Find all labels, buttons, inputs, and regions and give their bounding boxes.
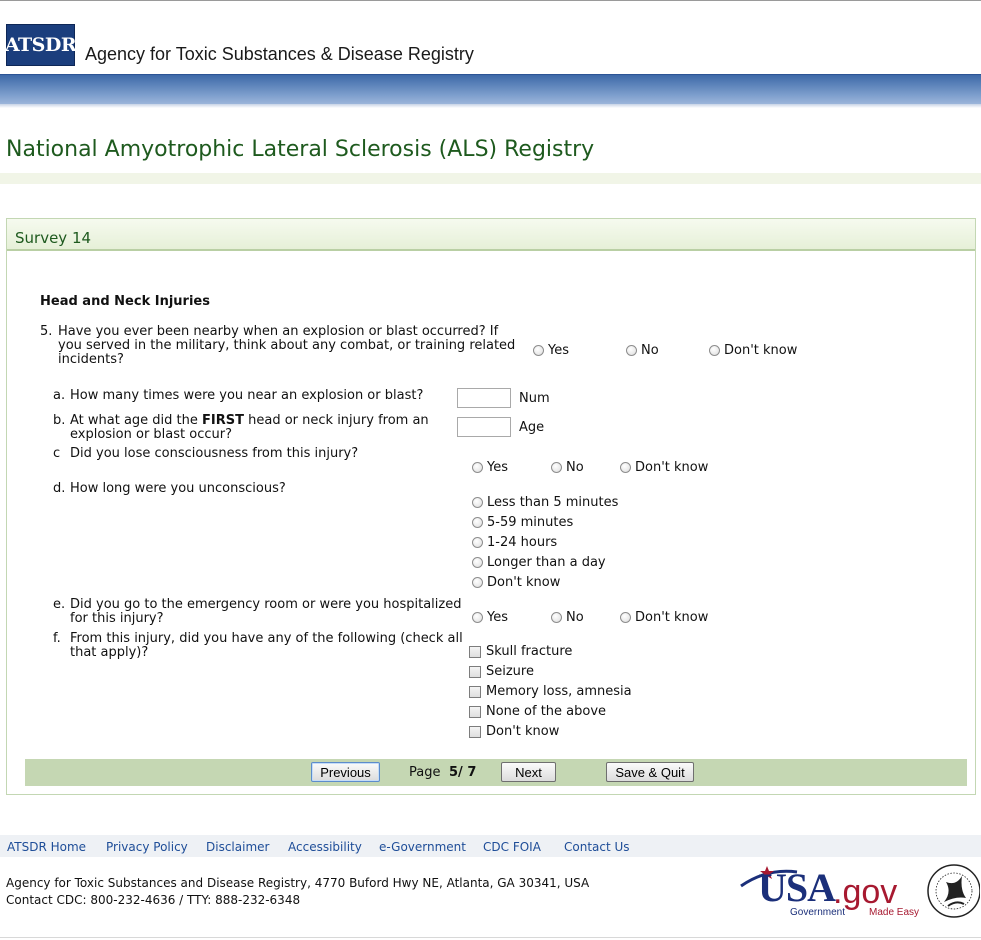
qe-text-line1: Did you go to the emergency room or were you hospitalized (70, 597, 462, 612)
radio-icon[interactable] (626, 345, 637, 356)
top-border (0, 0, 981, 1)
page-indicator (449, 766, 476, 780)
footer-link-e-government[interactable]: e-Government (379, 840, 466, 854)
option-label: Yes (487, 610, 508, 625)
first-injury-age-input[interactable] (457, 417, 511, 437)
radio-icon[interactable] (472, 557, 483, 568)
footer-address: Agency for Toxic Substances and Disease Registry, 4770 Buford Hwy NE, Atlanta, GA 30341, USA (6, 876, 590, 890)
option-label: Skull fracture (486, 644, 573, 659)
previous-button[interactable]: Previous (311, 762, 380, 782)
qe-option-yes[interactable] (472, 610, 508, 625)
radio-icon[interactable] (709, 345, 720, 356)
qa-letter: a. (53, 388, 66, 403)
qf-option-memory-loss[interactable] (469, 684, 632, 699)
footer-bottom-line (0, 937, 981, 938)
qd-option-dont-know[interactable] (472, 575, 560, 590)
option-label: No (566, 460, 584, 475)
page-total: 7 (467, 765, 477, 780)
qc-letter: c (53, 446, 61, 461)
qa-text: How many times were you near an explosion or blast? (70, 388, 424, 403)
qc-text: Did you lose consciousness from this injury? (70, 446, 359, 461)
option-label: Yes (548, 343, 569, 358)
qd-option-longer-day[interactable] (472, 555, 606, 570)
section-title: Head and Neck Injuries (40, 294, 210, 309)
qd-text: How long were you unconscious? (70, 481, 286, 496)
hhs-seal-icon[interactable] (922, 862, 980, 920)
agency-name: Agency for Toxic Substances & Disease Registry (85, 44, 474, 64)
footer-link-atsdr-home[interactable]: ATSDR Home (7, 840, 87, 854)
checkbox-icon[interactable] (469, 726, 481, 738)
q5-text-line3: incidents? (58, 352, 124, 367)
qf-letter: f. (53, 631, 61, 646)
q5-option-dont-know[interactable] (709, 343, 797, 358)
title-divider (0, 173, 981, 184)
checkbox-icon[interactable] (469, 686, 481, 698)
q5-option-no[interactable] (626, 343, 659, 358)
radio-icon[interactable] (472, 537, 483, 548)
qd-option-5-59-min[interactable] (472, 515, 573, 530)
qd-letter: d. (53, 481, 66, 496)
option-label: No (641, 343, 659, 358)
radio-icon[interactable] (551, 462, 562, 473)
radio-icon[interactable] (472, 517, 483, 528)
checkbox-icon[interactable] (469, 646, 481, 658)
q5-option-yes[interactable] (533, 343, 569, 358)
qb-unit-label: Age (519, 420, 545, 435)
option-label: Seizure (486, 664, 534, 679)
radio-icon[interactable] (620, 462, 631, 473)
option-label: 5-59 minutes (487, 515, 574, 530)
usagov-tagline-1: Government (790, 907, 846, 918)
qb-text-bold: FIRST (202, 413, 244, 428)
option-label: Don't know (635, 460, 709, 475)
qb-text-pre: At what age did the (70, 413, 203, 428)
page-title: National Amyotrophic Lateral Sclerosis (ALS) Registry (6, 137, 595, 162)
footer-link-cdc-foia[interactable]: CDC FOIA (483, 840, 541, 854)
qb-letter: b. (53, 413, 66, 428)
footer-link-disclaimer[interactable]: Disclaimer (206, 840, 270, 854)
header-bar (0, 74, 981, 104)
qc-option-dont-know[interactable] (620, 460, 708, 475)
qb-text-line1 (70, 414, 429, 428)
qe-option-no[interactable] (551, 610, 584, 625)
qf-text-line2: that apply)? (70, 645, 149, 660)
save-quit-button[interactable]: Save & Quit (606, 762, 694, 782)
qd-option-less-5-min[interactable] (472, 495, 618, 510)
radio-icon[interactable] (620, 612, 631, 623)
qb-text-line2: explosion or blast occur? (70, 427, 232, 442)
radio-icon[interactable] (551, 612, 562, 623)
qa-unit-label: Num (519, 391, 550, 406)
radio-icon[interactable] (472, 612, 483, 623)
page-current: 5/ (449, 765, 463, 780)
option-label: Memory loss, amnesia (486, 684, 632, 699)
checkbox-icon[interactable] (469, 666, 481, 678)
option-label: 1-24 hours (487, 535, 558, 550)
qf-option-dont-know[interactable] (469, 724, 559, 739)
checkbox-icon[interactable] (469, 706, 481, 718)
option-label: Don't know (487, 575, 561, 590)
survey-nav-bar (25, 759, 967, 786)
usagov-logo[interactable]: USA (758, 865, 836, 910)
option-label: Don't know (486, 724, 560, 739)
qf-option-skull-fracture[interactable] (469, 644, 572, 659)
qe-option-dont-know[interactable] (620, 610, 708, 625)
qe-letter: e. (53, 597, 66, 612)
qb-text-post: head or neck injury from an (244, 413, 429, 428)
footer-link-accessibility[interactable]: Accessibility (288, 840, 362, 854)
option-label: None of the above (486, 704, 607, 719)
radio-icon[interactable] (472, 497, 483, 508)
usagov-tagline-2: Made Easy (869, 907, 920, 918)
q5-text-line2: you served in the military, think about any combat, or training related (58, 338, 516, 353)
option-label: Don't know (635, 610, 709, 625)
qc-option-yes[interactable] (472, 460, 508, 475)
option-label: Longer than a day (487, 555, 606, 570)
qd-option-1-24-hours[interactable] (472, 535, 557, 550)
qf-text-line1: From this injury, did you have any of the following (check all (70, 631, 463, 646)
radio-icon[interactable] (472, 462, 483, 473)
next-button[interactable]: Next (501, 762, 556, 782)
header-bar-shadow (0, 104, 981, 108)
option-label: Less than 5 minutes (487, 495, 619, 510)
qf-option-none[interactable] (469, 704, 606, 719)
footer-link-privacy-policy[interactable]: Privacy Policy (106, 840, 188, 854)
option-label: Yes (487, 460, 508, 475)
qf-option-seizure[interactable] (469, 664, 534, 679)
q5-number: 5. (40, 324, 53, 339)
option-label: No (566, 610, 584, 625)
page-label: Page (409, 765, 441, 780)
survey-title: Survey 14 (15, 229, 92, 247)
usagov-logo-gov[interactable]: .gov (833, 873, 898, 911)
radio-icon[interactable] (533, 345, 544, 356)
atsdr-logo[interactable]: ATSDR (6, 24, 75, 66)
footer-link-contact-us[interactable]: Contact Us (564, 840, 630, 854)
footer-contact: Contact CDC: 800-232-4636 / TTY: 888-232-6348 (6, 893, 301, 907)
survey-header (7, 219, 975, 251)
radio-icon[interactable] (472, 577, 483, 588)
q5-text-line1: Have you ever been nearby when an explosion or blast occurred? If (58, 324, 499, 339)
times-near-blast-input[interactable] (457, 388, 511, 408)
option-label: Don't know (724, 343, 798, 358)
qc-option-no[interactable] (551, 460, 584, 475)
qe-text-line2: for this injury? (70, 611, 164, 626)
